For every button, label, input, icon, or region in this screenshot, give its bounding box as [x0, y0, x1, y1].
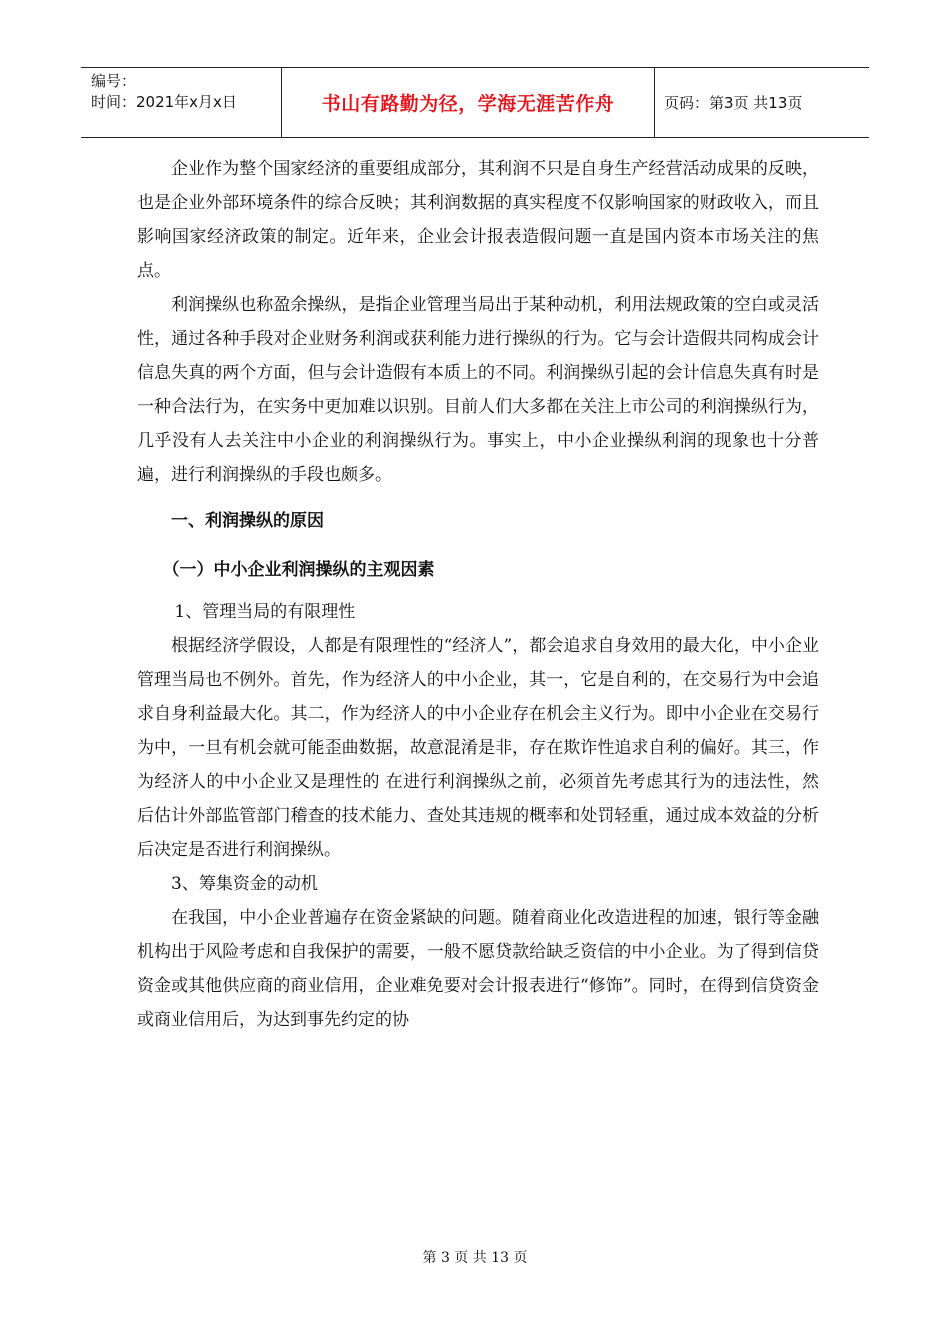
paragraph-definition: 利润操纵也称盈余操纵，是指企业管理当局出于某种动机，利用法规政策的空白或灵活性，通过各种手段对企业财务利润或获利能力进行操纵的行为。它与会计造假共同构成会计信息失真的两个方面，但与会计造假有本质上的不同。利润操纵引起的会计信息失真有时是一种合法行为，在实务中更加难以识别。目前人们大多都在关注上市公司的利润操纵行为，几乎没有人去关注中小企业的利润操纵行为。事实上，中小企业操纵利润的现象也十分普遍，进行利润操纵的手段也颇多。: [137, 295, 819, 485]
page-header: [81, 67, 869, 138]
document-body: [137, 152, 819, 1037]
page-footer: 第 3 页 共 13 页: [422, 1250, 528, 1266]
header-meta: [81, 68, 281, 137]
document-time-label: 时间：2021年x月x日: [91, 93, 237, 111]
subsection-heading: （一）中小企业利润操纵的主观因素: [162, 560, 435, 580]
paragraph-rationality: 根据经济学假设，人都是有限理性的“经济人”，都会追求自身效用的最大化，中小企业管理当局也不例外。首先，作为经济人的中小企业，其一，它是自利的，在交易行为中会追求自身利益最大化。其二，作为经济人的中小企业存在机会主义行为。即中小企业在交易行为中，一旦有机会就可能歪曲数据，故意混淆是非，存在欺诈性追求自利的偏好。其三，作为经济人的中小企业又是理性的 在进行利润操纵之前，必须首先考虑其行为的违法性，然后估计外部监管部门稽查的技术能力、查处其违规的概率和处罚轻重，通过成本效益的分析后决定是否进行利润操纵。: [137, 636, 819, 860]
header-page-number: 页码：第3页 共13页: [664, 94, 803, 112]
document-number-label: 编号：: [91, 72, 137, 90]
header-motto: 书山有路勤为径，学海无涯苦作舟: [281, 68, 655, 137]
section-heading: 一、利润操纵的原因: [171, 511, 324, 531]
item-heading-rationality: 1、管理当局的有限理性: [174, 602, 356, 622]
paragraph-intro: 企业作为整个国家经济的重要组成部分，其利润不只是自身生产经营活动成果的反映，也是企业外部环境条件的综合反映；其利润数据的真实程度不仅影响国家的财政收入，而且影响国家经济政策的制定。近年来，企业会计报表造假问题一直是国内资本市场关注的焦点。: [137, 159, 819, 281]
paragraph-financing: 在我国，中小企业普遍存在资金紧缺的问题。随着商业化改造进程的加速，银行等金融机构出于风险考虑和自我保护的需要，一般不愿贷款给缺乏资信的中小企业。为了得到信贷资金或其他供应商的商业信用，企业难免要对会计报表进行“修饰”。同时，在得到信贷资金或商业信用后，为达到事先约定的协: [137, 908, 819, 1030]
item-heading-financing: 3、筹集资金的动机: [171, 874, 318, 894]
